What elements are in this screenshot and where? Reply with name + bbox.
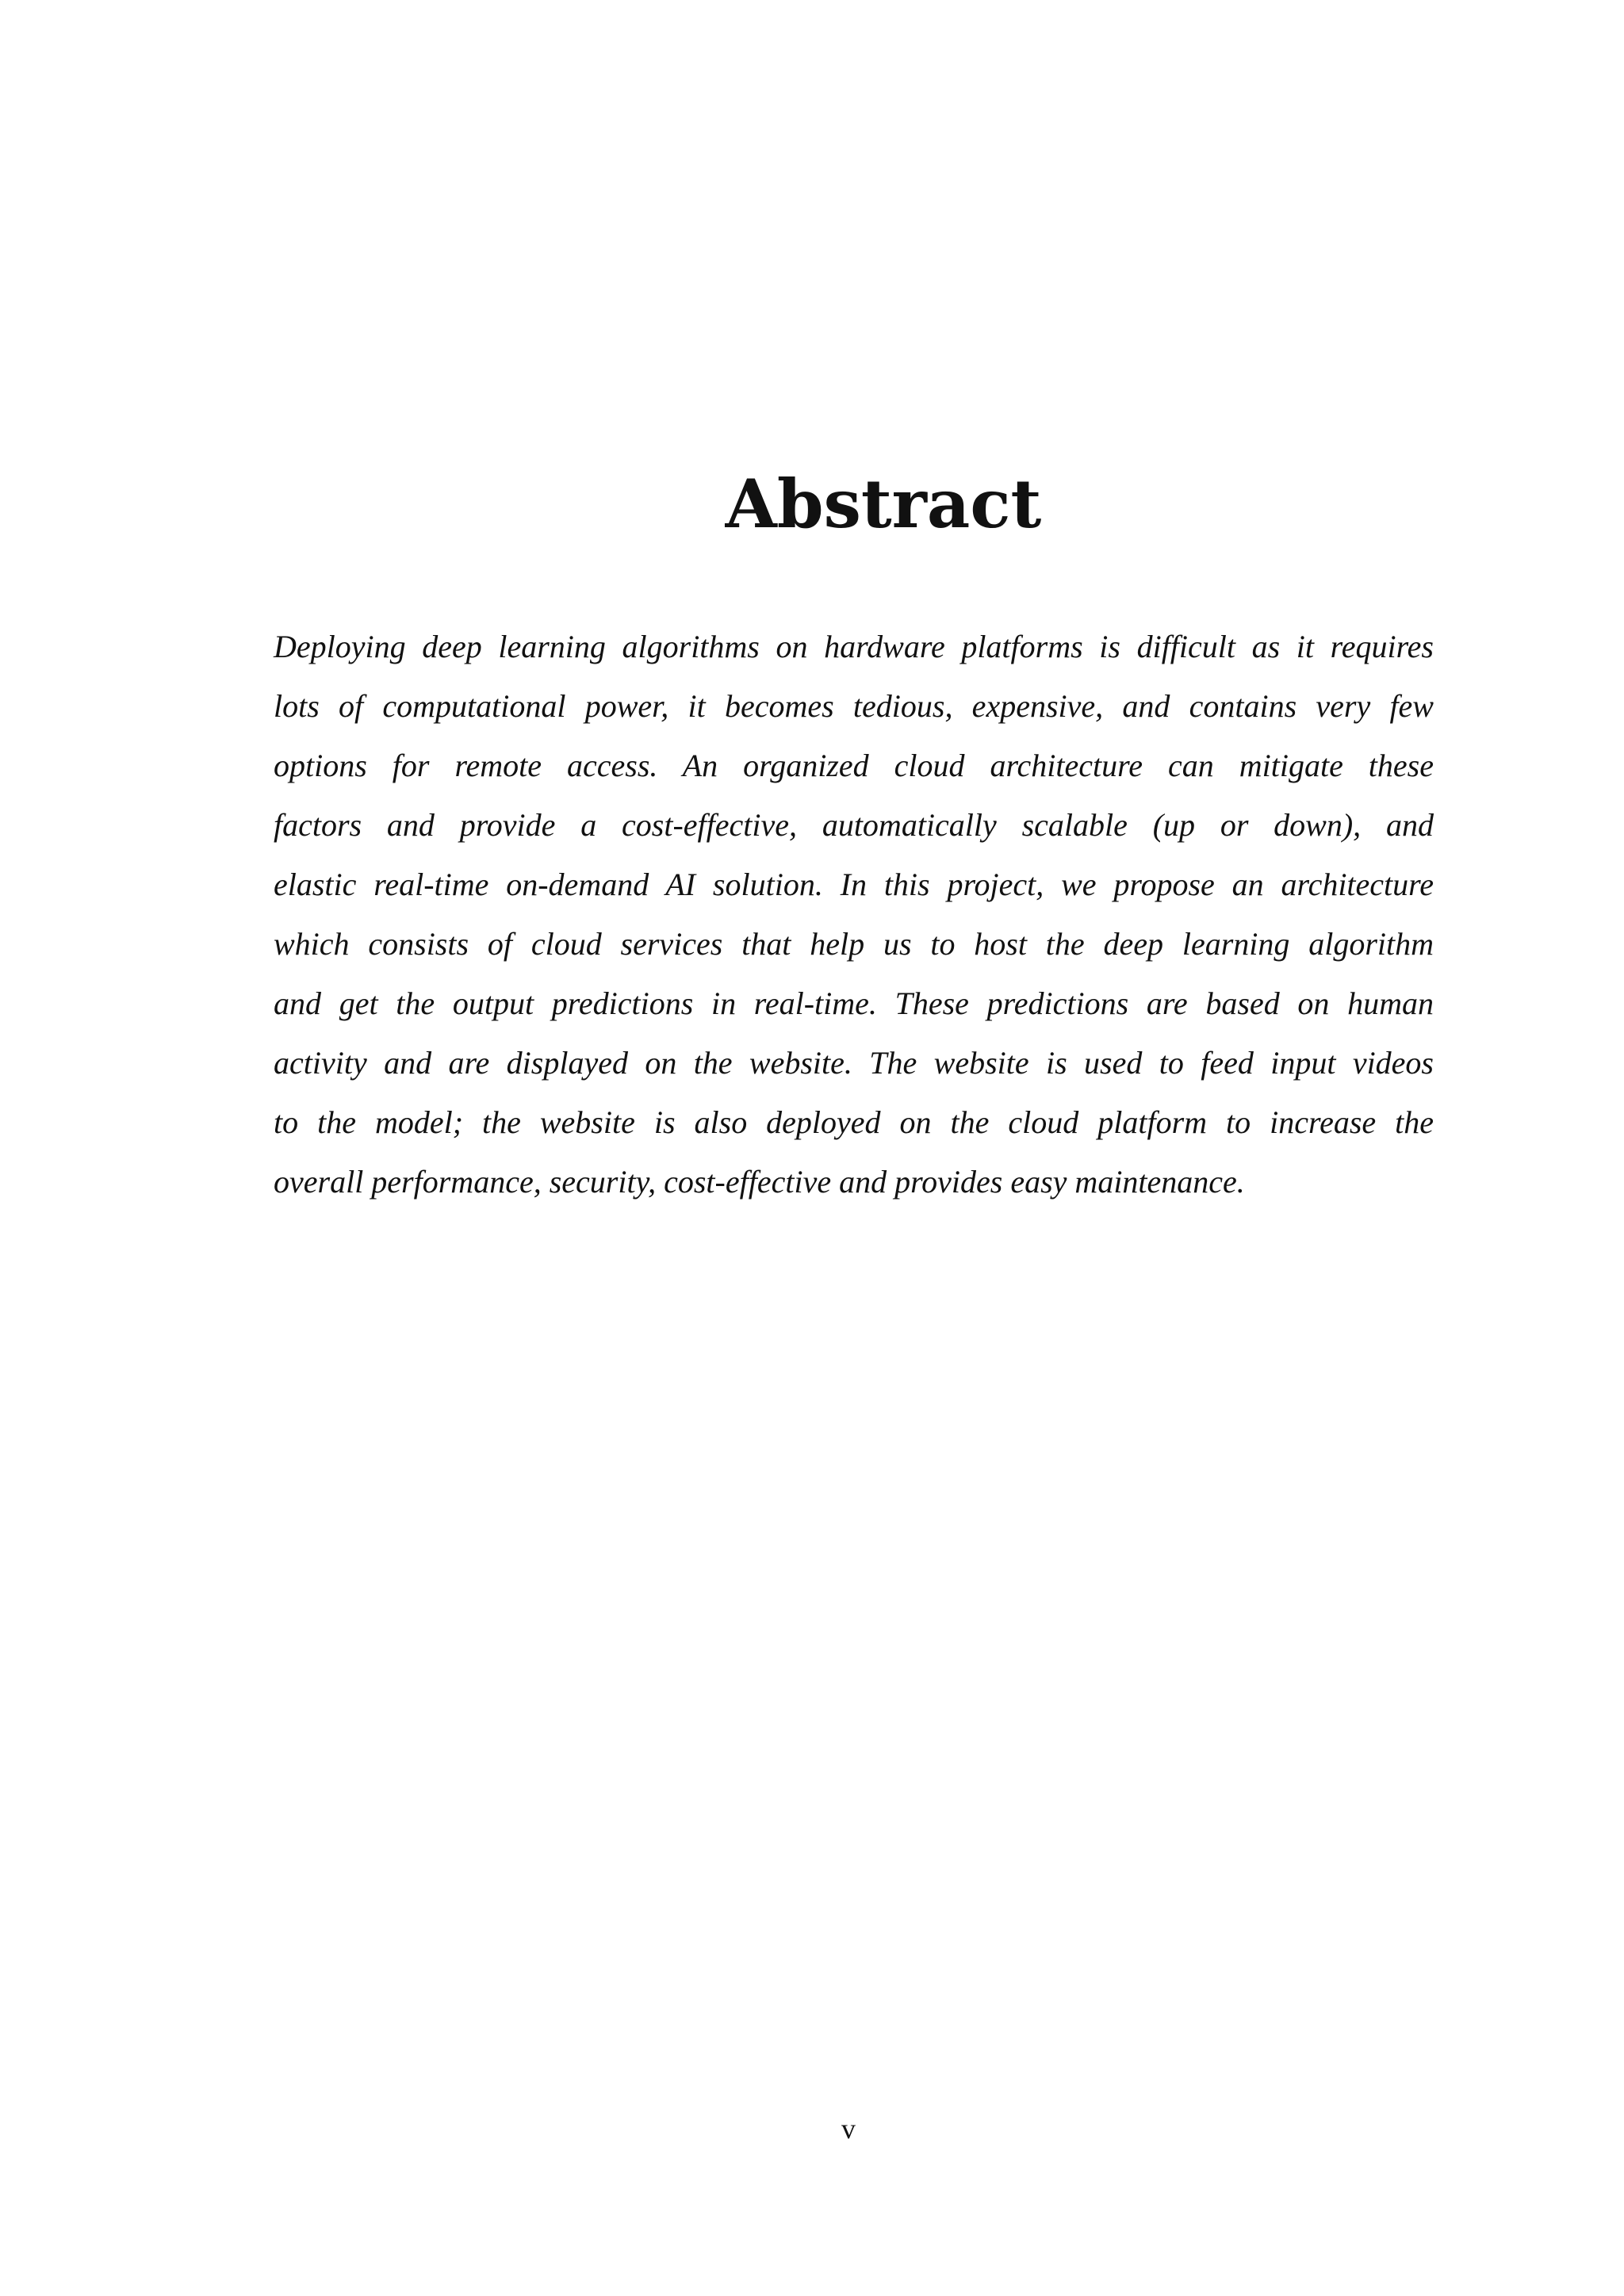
abstract-body xyxy=(274,617,1434,1211)
abstract-line: factors and provide a cost-effective, automatically scalable (up or down), and xyxy=(274,807,1434,843)
abstract-line: elastic real-time on-demand AI solution. In this project, we propose an architecture xyxy=(274,867,1434,902)
abstract-line: which consists of cloud services that help us to host the deep learning algorithm xyxy=(274,926,1434,962)
abstract-line: options for remote access. An organized cloud architecture can mitigate these xyxy=(274,748,1434,783)
abstract-line: and get the output predictions in real-time. These predictions are based on human xyxy=(274,985,1434,1021)
abstract-line: overall performance, security, cost-effective and provides easy maintenance. xyxy=(274,1164,1245,1200)
abstract-heading: Abstract xyxy=(725,465,1042,544)
page-number: v xyxy=(841,2113,856,2145)
abstract-line: to the model; the website is also deployed on the cloud platform to increase the xyxy=(274,1104,1434,1140)
abstract-line: Deploying deep learning algorithms on hardware platforms is difficult as it requires xyxy=(274,629,1434,664)
abstract-line: lots of computational power, it becomes tedious, expensive, and contains very few xyxy=(274,688,1434,724)
abstract-line: activity and are displayed on the website. The website is used to feed input videos xyxy=(274,1045,1434,1081)
